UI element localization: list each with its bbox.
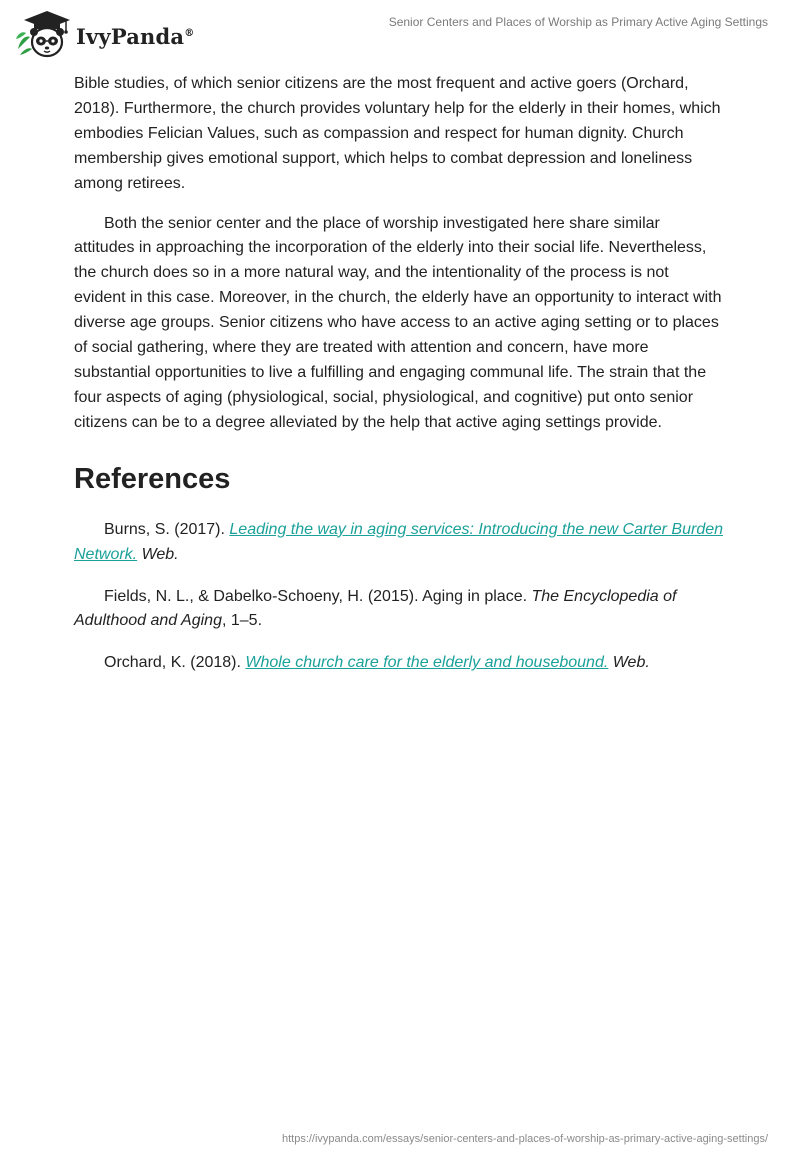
reference-prefix: Fields, N. L., & Dabelko-Schoeny, H. (2015). Aging in place. <box>104 587 532 605</box>
body-paragraph-1: Bible studies, of which senior citizens are the most frequent and active goers (Orchard, 2018). Furthermore, the church provides voluntary help for the elderly in their homes, which embodies Felician Values, such as compassion and respect for human dignity. Church membership gives emotional support, which helps to combat depression and loneliness among retirees. <box>74 75 721 192</box>
references-heading: References <box>74 462 231 495</box>
document-running-title: Senior Centers and Places of Worship as Primary Active Aging Settings <box>388 15 768 29</box>
reference-journal-title: The Encyclopedia of Adulthood and Aging <box>74 587 677 630</box>
reference-suffix: , 1–5. <box>221 612 263 630</box>
reference-item-fields <box>74 585 724 635</box>
reference-link-orchard[interactable]: Whole church care for the elderly and housebound. <box>245 654 609 672</box>
essay-content <box>74 72 724 693</box>
reference-link-burns[interactable]: Leading the way in aging services: Introducing the new Carter Burden Network. <box>74 520 724 563</box>
reference-suffix: Web. <box>608 654 650 672</box>
footer-source-url: https://ivypanda.com/essays/senior-centers-and-places-of-worship-as-primary-active-aging-settings/ <box>281 1133 768 1145</box>
panda-graduate-icon <box>14 9 72 59</box>
body-paragraph-2: Both the senior center and the place of worship investigated here share similar attitudes in approaching the incorporation of the elderly into their social life. Nevertheless, the church does so in a more natural way, and the intentionality of the process is not evident in this case. Moreover, in the church, the elderly have an opportunity to interact with diverse age groups. Senior citizens who have access to an active aging setting or to places of social gathering, where they are treated with attention and concern, have more substantial opportunities to live a fulfilling and engaging communal life. The strain that the four aspects of aging (physiological, social, physiological, and cognitive) put onto senior citizens can be to a degree alleviated by the help that active aging settings provide. <box>74 214 722 431</box>
reference-item-orchard <box>74 651 724 676</box>
brand-logo[interactable] <box>14 8 194 60</box>
reference-item-burns <box>74 518 724 568</box>
reference-suffix: Web. <box>137 545 179 563</box>
reference-prefix: Orchard, K. (2018). <box>104 654 246 672</box>
brand-name: IvyPanda® <box>76 23 195 49</box>
reference-prefix: Burns, S. (2017). <box>104 520 230 538</box>
